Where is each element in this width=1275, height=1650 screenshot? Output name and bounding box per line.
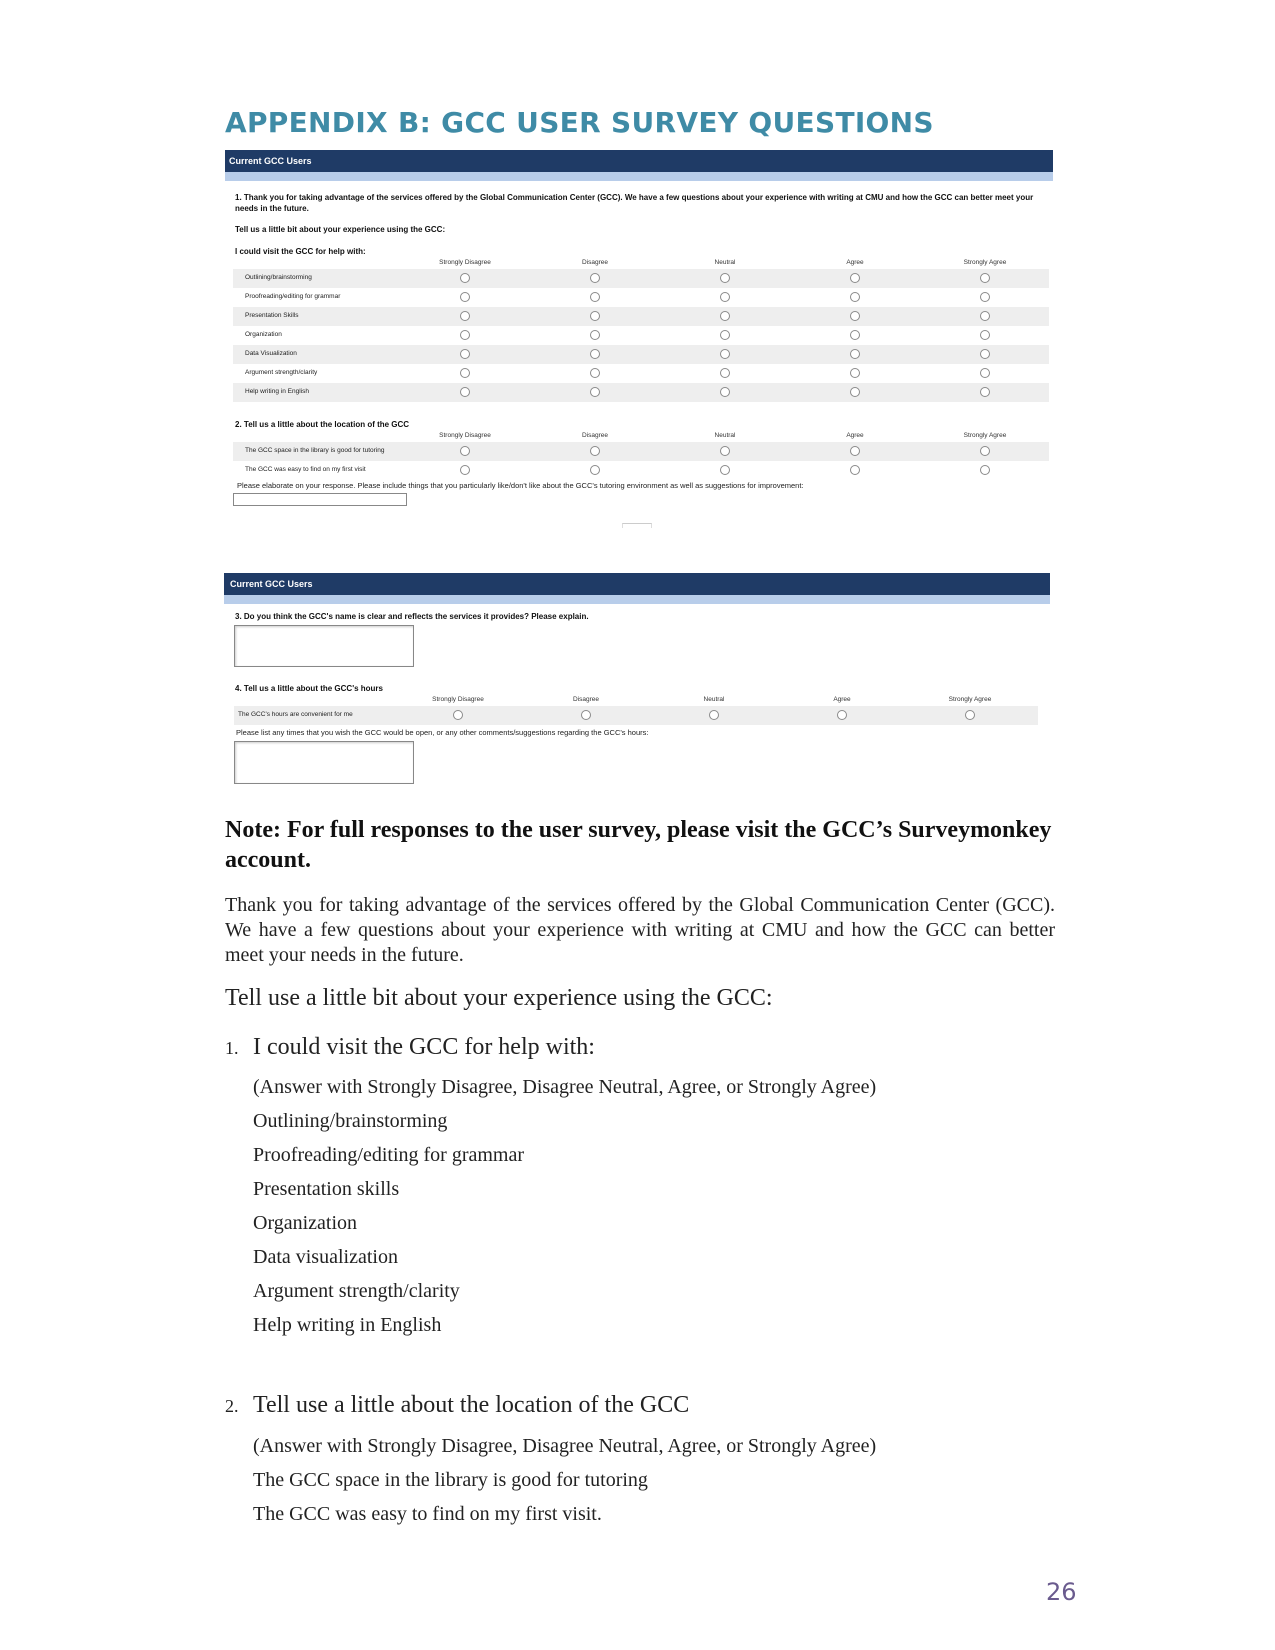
radio-agree[interactable]	[850, 349, 860, 359]
radio-strongly-disagree[interactable]	[460, 330, 470, 340]
radio-disagree[interactable]	[590, 465, 600, 475]
list-item: Outlining/brainstorming	[253, 1110, 448, 1132]
question-1-intro: 1. Thank you for taking advantage of the services offered by the Global Communication Center (GCC). We have a few questions about your experience with writing at CMU and how the GCC can better meet your needs in the future.	[235, 193, 1034, 213]
survey-subbar	[224, 595, 1050, 604]
radio-strongly-agree[interactable]	[980, 273, 990, 283]
radio-disagree[interactable]	[590, 446, 600, 456]
scale-agree: Agree	[833, 696, 851, 703]
radio-strongly-disagree[interactable]	[460, 311, 470, 321]
radio-agree[interactable]	[850, 311, 860, 321]
question-number: 1.	[225, 1038, 239, 1058]
scale-neutral: Neutral	[714, 259, 736, 266]
radio-strongly-agree[interactable]	[980, 465, 990, 475]
radio-agree[interactable]	[850, 387, 860, 397]
radio-neutral[interactable]	[720, 349, 730, 359]
radio-strongly-agree[interactable]	[965, 710, 975, 720]
survey-screenshot-2	[224, 573, 1050, 798]
radio-disagree[interactable]	[590, 330, 600, 340]
radio-strongly-agree[interactable]	[980, 330, 990, 340]
scale-agree: Agree	[846, 259, 864, 266]
radio-strongly-disagree[interactable]	[460, 273, 470, 283]
scale-agree: Agree	[846, 432, 864, 439]
question-1-prompt: I could visit the GCC for help with:	[235, 247, 366, 256]
radio-agree[interactable]	[850, 273, 860, 283]
radio-disagree[interactable]	[590, 311, 600, 321]
radio-disagree[interactable]	[590, 368, 600, 378]
radio-neutral[interactable]	[720, 311, 730, 321]
question-text: Tell use a little about the location of the GCC	[253, 1392, 690, 1418]
matrix-row	[233, 461, 1049, 480]
radio-disagree[interactable]	[590, 292, 600, 302]
page-title: APPENDIX B: GCC USER SURVEY QUESTIONS	[225, 106, 934, 139]
list-item: Data visualization	[253, 1246, 398, 1268]
scale-strongly-disagree: Strongly Disagree	[439, 432, 491, 439]
list-item: (Answer with Strongly Disagree, Disagree Neutral, Agree, or Strongly Agree)	[253, 1435, 877, 1457]
row-label: Proofreading/editing for grammar	[245, 293, 341, 300]
radio-agree[interactable]	[850, 368, 860, 378]
matrix-row	[233, 345, 1049, 364]
question-number: 2.	[225, 1396, 239, 1416]
radio-disagree[interactable]	[590, 273, 600, 283]
row-label: The GCC was easy to find on my first visit	[245, 466, 366, 473]
question-3-textarea[interactable]	[234, 625, 414, 667]
tell-heading: Tell use a little bit about your experience using the GCC:	[225, 985, 773, 1011]
radio-strongly-disagree[interactable]	[460, 368, 470, 378]
question-2-items	[253, 1429, 876, 1531]
question-1-tell: Tell us a little bit about your experience using the GCC:	[235, 225, 446, 234]
matrix-row	[233, 442, 1049, 461]
survey-screenshot-1	[225, 150, 1053, 530]
question-1-matrix	[233, 259, 1049, 402]
radio-agree[interactable]	[850, 330, 860, 340]
matrix-row	[233, 269, 1049, 288]
question-2-title: 2. Tell us a little about the location of the GCC	[235, 420, 410, 429]
scale-neutral: Neutral	[714, 432, 736, 439]
radio-disagree[interactable]	[590, 349, 600, 359]
list-item: Help writing in English	[253, 1314, 442, 1336]
scale-header	[234, 696, 1038, 706]
radio-strongly-disagree[interactable]	[460, 387, 470, 397]
radio-strongly-disagree[interactable]	[460, 465, 470, 475]
page-number: 26	[1046, 1578, 1077, 1606]
list-item: The GCC space in the library is good for tutoring	[253, 1469, 648, 1491]
matrix-row	[234, 706, 1038, 725]
row-label: Argument strength/clarity	[245, 369, 318, 376]
survey-header: Current GCC Users	[225, 150, 1053, 172]
matrix-row	[233, 364, 1049, 383]
list-item: Presentation skills	[253, 1178, 400, 1200]
note: Note: For full responses to the user survey, please visit the GCC’s Surveymonkey account.	[225, 817, 1052, 873]
radio-neutral[interactable]	[709, 710, 719, 720]
radio-agree[interactable]	[850, 465, 860, 475]
question-1-items	[253, 1070, 876, 1342]
radio-strongly-agree[interactable]	[980, 311, 990, 321]
survey-header: Current GCC Users	[224, 573, 1050, 595]
question-4-title: 4. Tell us a little about the GCC's hours	[235, 684, 383, 693]
question-4-textarea[interactable]	[234, 741, 414, 784]
scale-strongly-disagree: Strongly Disagree	[439, 259, 491, 266]
scale-neutral: Neutral	[703, 696, 725, 703]
question-2-elaborate-input[interactable]	[233, 493, 407, 506]
scale-strongly-agree: Strongly Agree	[963, 259, 1007, 266]
question-4-matrix	[234, 696, 1038, 725]
radio-neutral[interactable]	[720, 368, 730, 378]
row-label: Presentation Skills	[245, 312, 299, 319]
scale-disagree: Disagree	[581, 259, 609, 266]
radio-neutral[interactable]	[720, 273, 730, 283]
scale-header	[233, 432, 1049, 442]
scale-strongly-agree: Strongly Agree	[948, 696, 992, 703]
scale-strongly-agree: Strongly Agree	[963, 432, 1007, 439]
radio-strongly-disagree[interactable]	[460, 446, 470, 456]
question-2-elaborate-label: Please elaborate on your response. Please include things that you particularly like/don't like about the GCC's tutoring environment as well as suggestions for improvement:	[237, 481, 804, 490]
list-item: (Answer with Strongly Disagree, Disagree Neutral, Agree, or Strongly Agree)	[253, 1076, 877, 1098]
question-3-title: 3. Do you think the GCC's name is clear and reflects the services it provides? Please explain.	[235, 612, 589, 621]
question-1	[225, 1034, 595, 1061]
radio-neutral[interactable]	[720, 465, 730, 475]
matrix-row	[233, 383, 1049, 402]
radio-strongly-agree[interactable]	[980, 446, 990, 456]
radio-strongly-disagree[interactable]	[460, 292, 470, 302]
row-label: Data Visualization	[245, 350, 297, 357]
scale-strongly-disagree: Strongly Disagree	[432, 696, 484, 703]
list-item: Argument strength/clarity	[253, 1280, 460, 1302]
radio-agree[interactable]	[850, 446, 860, 456]
question-4-list-label: Please list any times that you wish the GCC would be open, or any other comments/suggestions regarding the GCC's hours:	[236, 728, 649, 737]
radio-strongly-agree[interactable]	[980, 368, 990, 378]
row-label: The GCC's hours are convenient for me	[238, 711, 353, 718]
matrix-row	[233, 307, 1049, 326]
radio-disagree[interactable]	[581, 710, 591, 720]
radio-disagree[interactable]	[590, 387, 600, 397]
radio-strongly-agree[interactable]	[980, 387, 990, 397]
matrix-row	[233, 326, 1049, 345]
list-item: Proofreading/editing for grammar	[253, 1144, 525, 1166]
survey-subbar	[225, 172, 1053, 181]
radio-strongly-agree[interactable]	[980, 349, 990, 359]
question-2	[225, 1392, 689, 1419]
radio-strongly-disagree[interactable]	[453, 710, 463, 720]
row-label: Outlining/brainstorming	[245, 274, 312, 281]
question-text: I could visit the GCC for help with:	[253, 1034, 595, 1060]
radio-strongly-agree[interactable]	[980, 292, 990, 302]
scale-header	[233, 259, 1049, 269]
radio-neutral[interactable]	[720, 330, 730, 340]
radio-neutral[interactable]	[720, 387, 730, 397]
radio-neutral[interactable]	[720, 446, 730, 456]
radio-strongly-disagree[interactable]	[460, 349, 470, 359]
list-item: Organization	[253, 1212, 358, 1234]
radio-agree[interactable]	[850, 292, 860, 302]
matrix-row	[233, 288, 1049, 307]
intro-paragraph: Thank you for taking advantage of the services offered by the Global Communication Center (GCC). We have a few questions about your experience with writing at CMU and how the GCC can better meet your needs in the future.	[225, 894, 1055, 966]
question-2-matrix	[233, 432, 1049, 480]
row-label: Organization	[245, 331, 282, 338]
radio-neutral[interactable]	[720, 292, 730, 302]
row-label: Help writing in English	[245, 388, 309, 395]
row-label: The GCC space in the library is good for tutoring	[245, 447, 385, 454]
list-item: The GCC was easy to find on my first visit.	[253, 1503, 602, 1525]
scale-disagree: Disagree	[581, 432, 609, 439]
radio-agree[interactable]	[837, 710, 847, 720]
next-button[interactable]	[622, 523, 652, 528]
scale-disagree: Disagree	[572, 696, 600, 703]
